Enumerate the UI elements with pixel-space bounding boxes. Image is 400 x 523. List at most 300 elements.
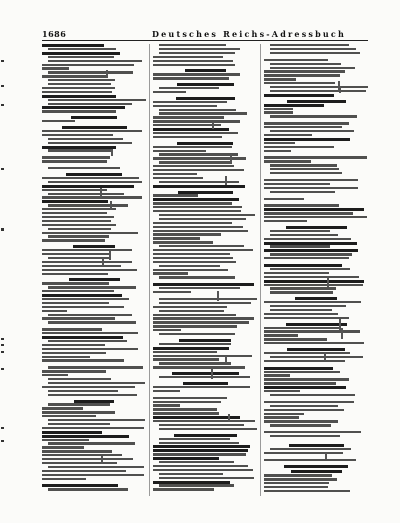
text-line [183,382,228,385]
entry-bracket [327,276,329,287]
text-line [42,120,75,122]
text-line [153,269,228,271]
text-line [42,146,116,149]
text-line [153,481,230,484]
text-line [42,64,134,66]
text-line [48,149,111,151]
text-line [153,128,229,131]
text-line [153,77,229,79]
text-line [42,470,126,472]
text-line [270,230,330,232]
text-line [264,317,349,319]
text-line [153,241,213,243]
text-line [264,360,345,362]
text-line [270,305,346,307]
text-line [153,465,248,467]
text-line [264,108,293,110]
text-line [264,204,339,206]
text-line [48,83,111,85]
text-line [264,401,354,403]
entry-bracket [228,414,230,422]
text-line [264,327,341,329]
text-line [48,167,120,169]
text-line [159,109,236,111]
text-line [264,486,328,488]
text-line [153,283,254,286]
entry-bracket [341,328,343,339]
text-line [159,484,234,486]
text-line [287,100,346,103]
text-line [159,376,250,378]
text-line [153,420,255,422]
text-line [174,434,237,437]
text-line [159,265,220,267]
directory-page [42,28,368,498]
text-line [159,112,247,114]
text-line [264,216,367,218]
text-line [264,160,311,162]
text-line [48,138,123,140]
text-line [270,168,339,170]
text-line [153,146,232,148]
text-line [153,60,233,62]
text-line [159,218,246,220]
text-line [264,138,350,141]
text-line [264,187,358,189]
text-line [48,390,118,392]
binding-mark [1,168,4,170]
text-line [264,272,329,274]
text-line [48,382,145,384]
text-line [153,488,214,490]
entry-bracket [324,352,326,361]
text-line [153,116,224,118]
text-line [172,372,239,375]
text-line [153,261,236,263]
text-line [176,97,235,100]
text-line [66,173,122,176]
text-line [270,44,349,46]
text-column-3 [264,44,368,496]
text-line [264,390,300,392]
text-line [48,228,111,230]
text-line [153,408,217,410]
text-line [264,122,349,124]
text-line [73,245,115,248]
text-line [153,105,217,107]
text-line [264,352,350,354]
text-line [264,420,338,422]
text-line [264,338,327,340]
text-line [48,488,128,490]
text-line [270,309,332,311]
text-line [264,276,359,278]
text-line [42,458,133,460]
text-line [270,448,351,450]
text-line [264,111,293,113]
text-line [264,220,307,222]
text-line [264,313,338,315]
text-line [153,185,245,188]
text-line [48,60,142,62]
text-line [42,427,144,429]
text-line [264,386,346,389]
text-line [153,272,188,274]
text-line [74,400,114,403]
page-number: 1686 [42,29,67,39]
text-line [159,44,226,46]
text-line [159,473,223,475]
text-line [42,160,107,162]
text-line [153,226,243,228]
entry-bracket [111,149,113,156]
binding-mark [1,368,4,370]
text-line [153,150,206,152]
text-line [48,394,137,396]
text-line [42,439,89,441]
text-line [48,419,145,421]
text-line [159,153,238,155]
text-line [48,314,132,316]
text-line [264,242,357,245]
text-line [270,115,357,117]
text-line [153,64,235,66]
text-line [153,366,245,368]
text-line [42,302,109,304]
text-line [153,329,181,331]
text-line [153,386,250,388]
text-line [153,358,219,360]
entry-bracket [110,201,112,210]
text-line [42,478,86,480]
text-line [270,405,338,407]
text-line [264,249,358,252]
text-line [42,189,107,191]
text-line [42,224,116,226]
text-line [264,238,351,240]
text-line [159,298,257,300]
text-line [42,253,111,255]
text-line [264,284,363,286]
text-line [153,230,248,232]
text-line [264,371,340,373]
text-line [270,63,341,65]
text-line [264,126,342,128]
text-line [270,130,354,132]
text-line [270,253,352,255]
text-line [42,87,115,89]
text-line [62,126,127,129]
text-line [153,237,200,239]
text-column-2 [153,44,257,496]
text-line [159,442,239,444]
page-header [42,28,368,40]
text-line [42,269,137,271]
text-line [264,104,324,107]
text-line [153,165,234,167]
text-line [159,438,230,440]
text-line [159,87,219,89]
text-line [48,48,116,50]
text-line [42,232,138,234]
text-line [42,415,96,417]
text-line [264,264,342,267]
text-line [153,120,240,122]
text-line [153,73,240,75]
text-line [270,172,342,174]
text-line [159,181,239,183]
entry-bracket [325,453,327,459]
text-line [42,177,139,179]
entry-bracket [225,176,227,185]
text-line [42,462,117,464]
text-line [270,164,337,166]
text-line [153,202,232,204]
entry-bracket [102,258,104,266]
text-line [153,222,232,224]
text-line [264,70,345,72]
binding-mark [1,338,4,340]
text-line [42,265,121,267]
binding-mark [1,104,4,106]
text-line [264,416,299,418]
entry-bracket [100,188,102,198]
text-line [289,444,344,447]
text-line [153,91,186,93]
binding-mark [1,85,4,87]
text-line [48,56,114,58]
text-line [153,390,180,392]
text-line [264,142,295,144]
text-line [153,397,227,399]
text-line [153,101,227,103]
text-line [264,94,334,97]
text-line [287,348,345,351]
text-line [270,291,333,293]
text-line [153,325,237,327]
text-line [48,204,128,206]
text-line [48,466,144,468]
binding-mark [1,60,4,62]
text-line [295,297,337,300]
text-line [270,287,336,289]
text-line [48,340,127,342]
text-line [153,306,227,308]
text-line [264,452,343,454]
text-line [42,474,144,476]
text-line [42,359,124,361]
text-line [264,459,356,461]
text-line [153,355,252,357]
text-line [159,161,232,163]
text-line [264,74,340,76]
text-line [177,83,234,86]
entry-bracket [106,70,108,77]
text-line [42,328,102,330]
text-line [42,67,69,69]
binding-mark [1,427,4,429]
binding-mark [1,440,4,442]
text-line [270,356,363,358]
text-line [42,336,123,339]
text-line [42,306,124,308]
text-line [42,196,142,198]
text-line [42,374,68,376]
entry-bracket [212,122,214,129]
entry-bracket [225,356,227,363]
text-line [42,370,106,372]
text-line [42,216,114,218]
text-line [153,351,217,353]
text-line [159,428,257,430]
text-line [42,386,135,388]
text-line [153,198,239,201]
text-line [179,339,231,342]
text-line [159,276,235,278]
text-line [284,465,348,468]
text-line [264,330,360,332]
text-line [264,301,361,303]
text-line [48,423,110,425]
text-line [264,78,296,80]
text-line [42,431,102,434]
text-line [42,249,132,251]
text-line [185,69,226,72]
text-line [153,321,249,323]
text-line [42,220,111,222]
text-line [264,82,335,84]
text-line [159,343,231,345]
text-line [153,457,219,460]
text-line [264,280,364,283]
binding-mark [1,351,4,353]
text-line [42,52,120,55]
text-line [178,191,233,194]
entry-bracket [217,291,219,301]
text-line [153,401,221,403]
text-line [153,157,246,159]
running-title: Deutsches Reichs-Adressbuch [152,29,347,39]
text-line [264,490,350,492]
text-line [48,321,136,323]
text-line [42,332,138,334]
text-line [42,261,132,263]
text-line [48,142,132,144]
text-line [264,59,328,61]
text-line [48,181,142,183]
text-line [48,193,124,195]
text-line [48,99,146,101]
text-line [264,146,334,148]
text-line [48,103,132,105]
text-line [71,116,117,119]
text-line [153,194,198,196]
text-line [153,314,236,316]
text-line [270,90,366,92]
text-line [42,411,115,413]
text-line [42,212,107,214]
text-line [264,156,367,158]
text-line [264,482,329,484]
text-line [42,156,110,158]
text-line [48,403,110,405]
text-line [42,185,134,188]
text-line [153,132,238,134]
text-line [42,454,122,456]
text-line [48,286,136,288]
column-separator-1 [149,44,150,496]
text-line [264,179,358,181]
text-line [264,334,298,336]
text-line [153,177,203,179]
text-line [286,323,347,326]
text-line [153,445,250,448]
text-line [270,424,331,426]
text-line [153,469,253,471]
header-rule [42,40,368,41]
text-line [159,461,234,463]
text-line [270,67,355,69]
text-line [42,310,67,312]
text-line [48,442,135,444]
text-line [264,413,304,415]
text-line [42,95,116,98]
text-line [264,378,349,380]
text-line [153,206,242,208]
text-line [153,253,230,255]
text-line [159,302,251,304]
text-line [42,290,114,292]
text-line [264,367,333,370]
text-line [42,110,116,112]
text-line [159,48,240,50]
text-line [264,150,291,152]
text-line [286,226,347,229]
text-line [264,409,344,411]
text-line [153,404,180,406]
text-line [270,234,338,236]
text-line [42,317,115,319]
text-line [159,310,224,312]
text-line [270,394,355,396]
text-line [42,435,129,438]
text-line [42,294,122,297]
text-line [270,268,350,270]
text-line [42,239,105,241]
text-line [264,374,290,376]
text-line [159,245,244,247]
text-line [159,362,231,364]
entry-bracket [109,251,111,260]
text-line [42,348,138,350]
text-line [270,435,340,437]
text-line [264,134,312,136]
text-line [153,124,221,126]
text-line [48,79,115,81]
entry-bracket [211,368,213,379]
text-line [159,287,240,289]
text-line [69,278,120,281]
text-line [153,449,248,452]
text-line [153,412,219,414]
text-line [42,91,112,93]
text-line [264,257,349,259]
text-line [159,52,235,54]
text-line [42,356,90,358]
text-line [264,342,364,344]
text-line [264,208,364,211]
text-line [270,86,368,88]
